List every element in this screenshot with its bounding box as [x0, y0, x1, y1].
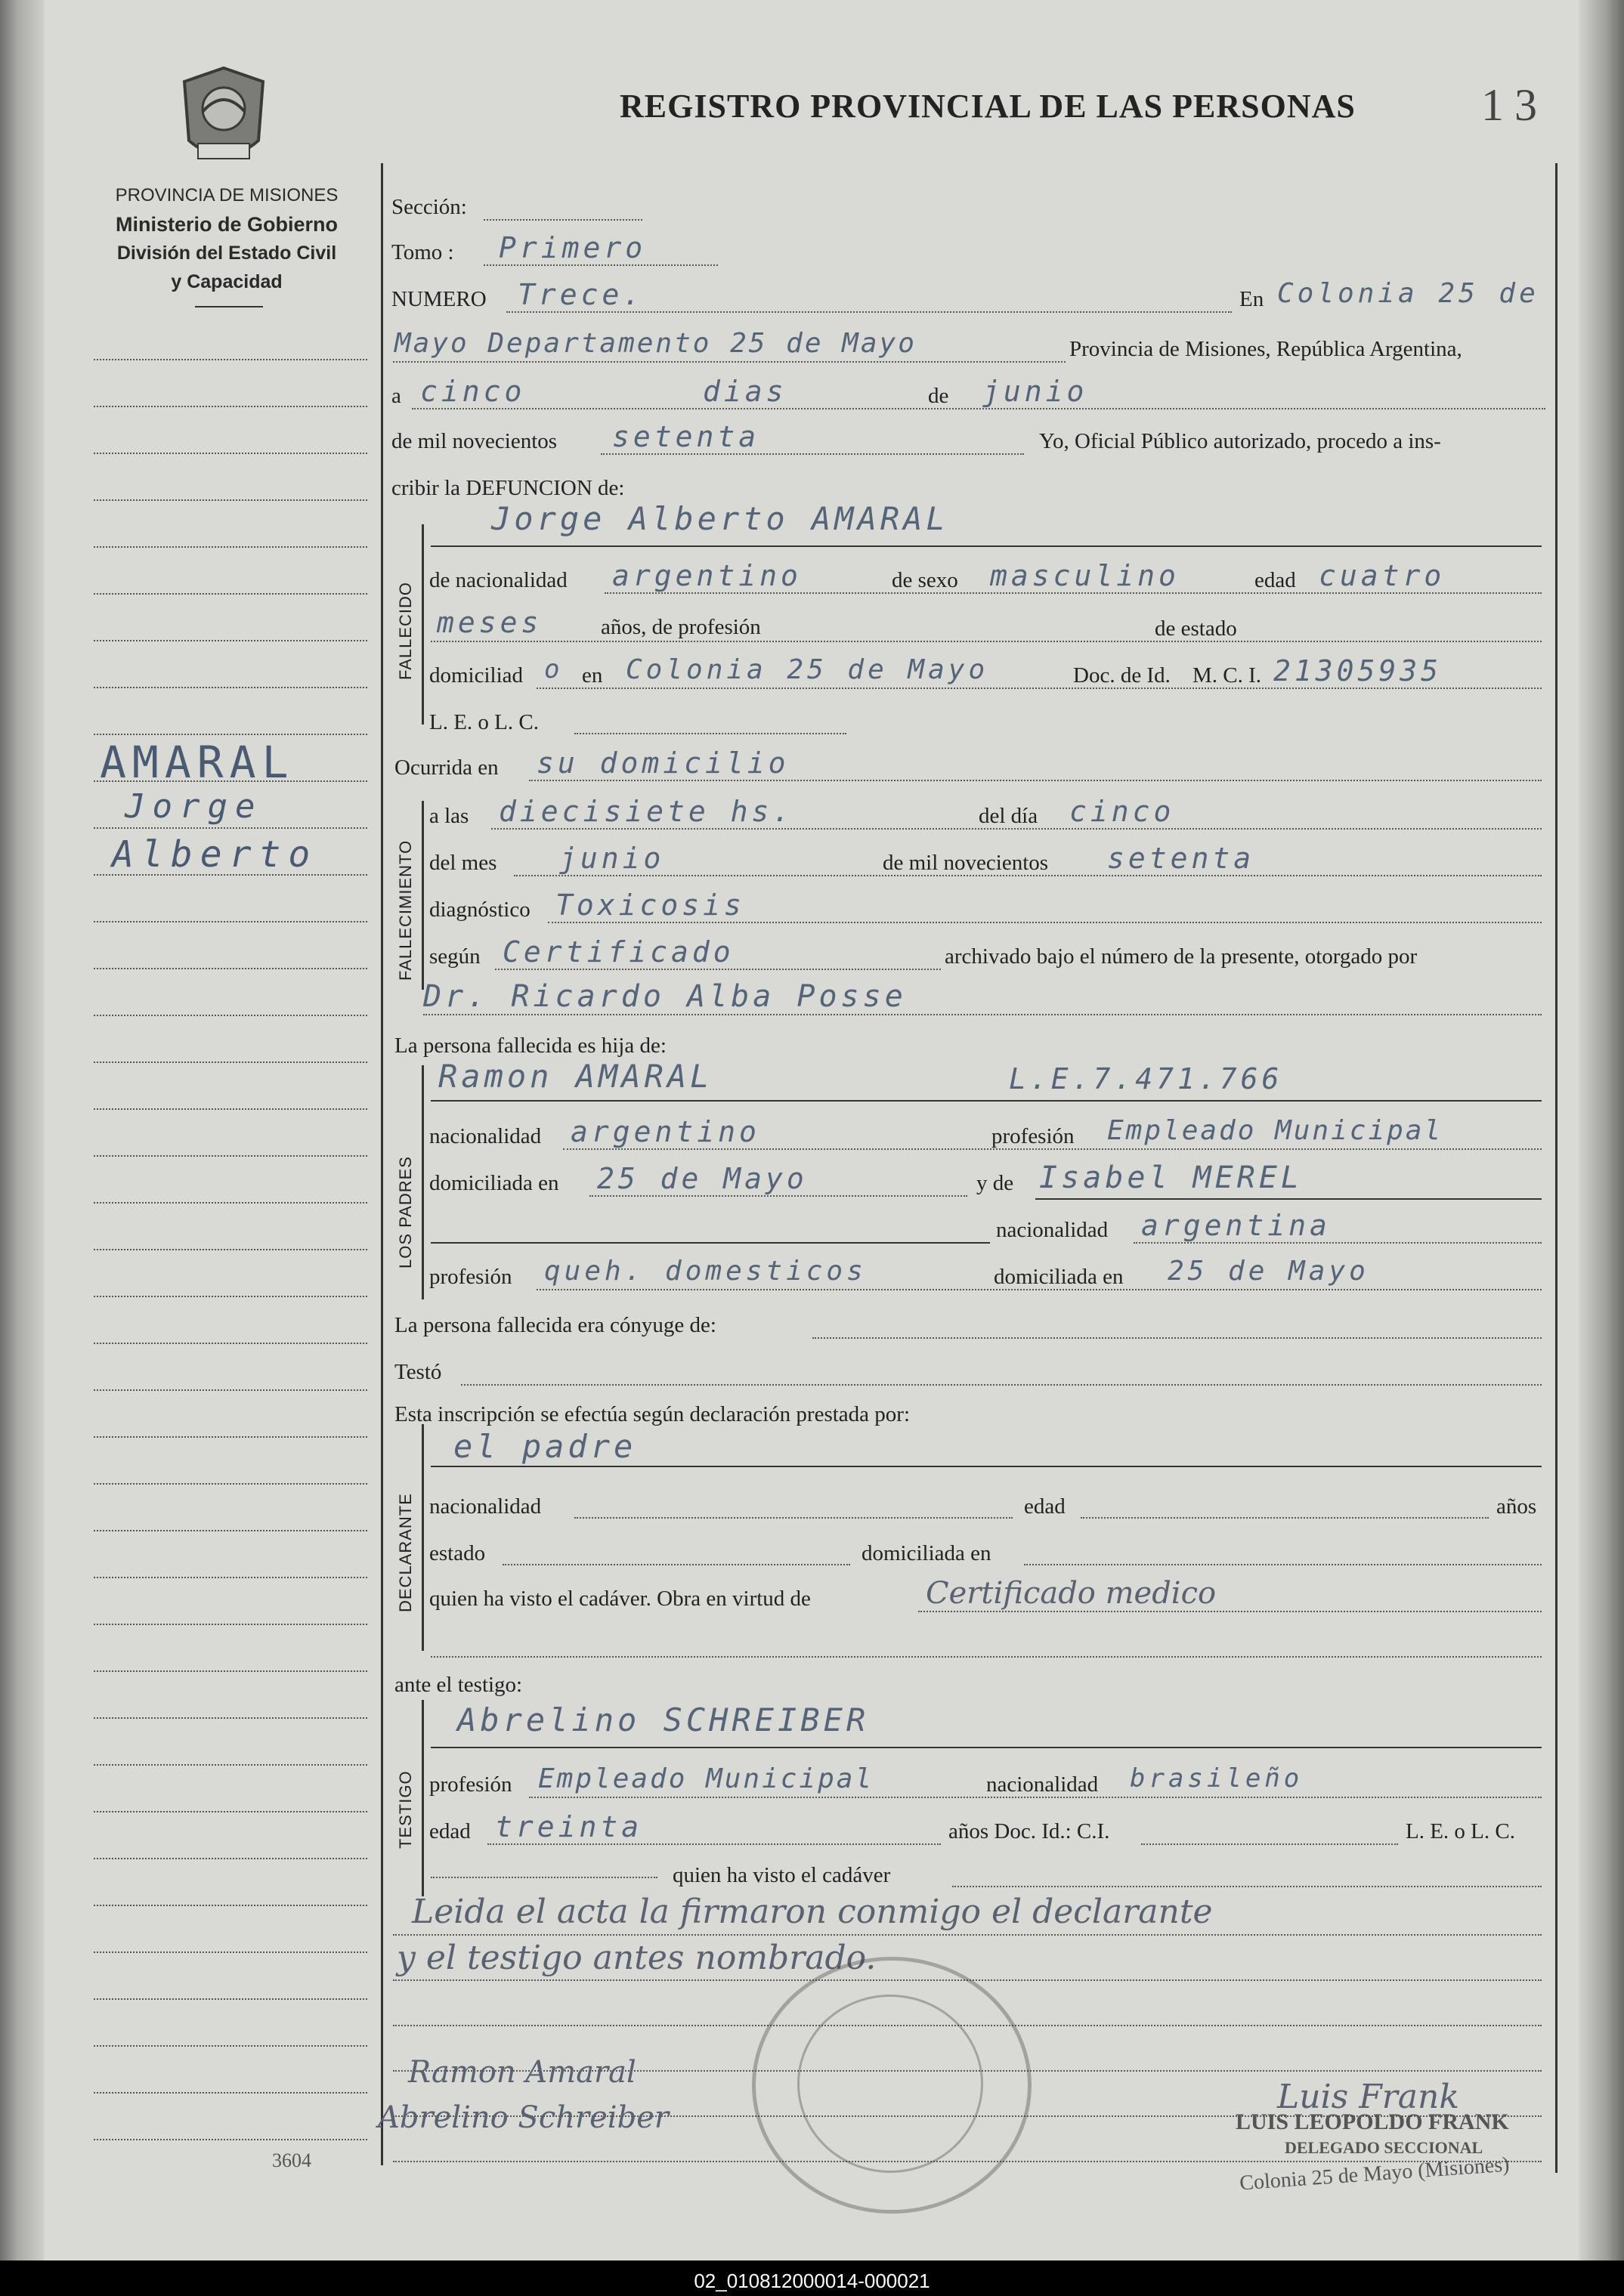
inscripcion-label: Esta inscripción se efectúa según declaración prestada por: [394, 1402, 911, 1426]
hora-value: diecisiete hs. [499, 795, 794, 828]
testigo-bracket [422, 1700, 424, 1896]
margin-rule [94, 640, 367, 641]
anos-label: años, de profesión [601, 615, 761, 639]
testigo-doc-dots [1141, 1843, 1398, 1845]
margin-rule [94, 453, 367, 454]
domicilio-value: Colonia 25 de Mayo [626, 654, 989, 685]
sexo-label: de sexo [892, 568, 958, 592]
padre-dom-label: domiciliada en [429, 1171, 559, 1195]
margin-rule [94, 968, 367, 969]
sexo-value: masculino [990, 559, 1180, 592]
testigo-nac-value: brasileño [1130, 1763, 1304, 1794]
madre-value: Isabel MEREL [1039, 1160, 1303, 1195]
padres-bracket [422, 1065, 424, 1299]
padre-doc: L.E.7.471.766 [1009, 1062, 1283, 1095]
oficial-label: Yo, Oficial Público autorizado, procedo a ins- [1039, 429, 1441, 453]
edad-value-2: meses [437, 606, 543, 639]
section-declarante: DECLARANTE [396, 1493, 415, 1612]
mes-dots [514, 875, 1542, 876]
testigo-edad-dots [487, 1843, 941, 1845]
official-stamp-place: Colonia 25 de Mayo (Misiones) [1239, 2152, 1511, 2196]
mes-value: junio [559, 842, 665, 875]
testigo-prof-dots [529, 1797, 1542, 1798]
declarante-visto-label: quien ha visto el cadáver. Obra en virtud de [429, 1587, 811, 1611]
declarante-rule [431, 1466, 1542, 1467]
declarante-blank-dots [431, 1656, 1542, 1658]
circular-stamp-inner-icon [797, 1995, 983, 2173]
padres-intro-label: La persona fallecida es hija de: [394, 1034, 667, 1058]
margin-rule [94, 687, 367, 688]
ante-testigo-label: ante el testigo: [394, 1673, 523, 1697]
conyuge-label: La persona fallecida era cónyuge de: [394, 1313, 716, 1337]
anio-value: setenta [1107, 842, 1255, 875]
seccion-dots [484, 219, 642, 221]
margin-rule [94, 593, 367, 595]
fallecimiento-bracket [422, 801, 424, 990]
declarante-dom-label: domiciliada en [861, 1541, 991, 1565]
margin-rule [94, 1436, 367, 1438]
image-caption: 02_010812000014-000021 [694, 2270, 930, 2292]
frame-left-rule [381, 163, 383, 2165]
margin-rule [94, 1202, 367, 1204]
margin-rule [94, 1015, 367, 1016]
ocurrida-label: Ocurrida en [394, 756, 499, 780]
closing-text-2: y el testigo antes nombrado. [397, 1939, 877, 1977]
madre-nac-label: nacionalidad [996, 1218, 1109, 1242]
margin-given-name-2: Alberto [112, 833, 318, 876]
archivado-label: archivado bajo el número de la presente, otorgado por [945, 944, 1418, 969]
margin-rule [94, 1670, 367, 1672]
le-dots [574, 733, 846, 734]
section-fallecimiento: FALLECIMIENTO [396, 839, 415, 981]
org-capacity: y Capacidad [171, 271, 283, 292]
madre-dom-value: 25 de Mayo [1168, 1256, 1369, 1287]
margin-given-name-1: Jorge [125, 787, 263, 826]
margin-rule [94, 1296, 367, 1297]
declarante-anos-label: años [1496, 1494, 1537, 1519]
padre-nac-dots [563, 1148, 1542, 1150]
madre-blank-rule [431, 1242, 990, 1244]
declarante-bracket [422, 1424, 424, 1651]
padre-nac-value: argentino [571, 1115, 760, 1148]
margin-rule [94, 1155, 367, 1157]
province-label: Provincia de Misiones, República Argentina, [1069, 337, 1462, 361]
edad-label: edad [1254, 568, 1296, 592]
testigo-signature: Abrelino Schreiber [378, 2100, 669, 2135]
declarante-nac-label: nacionalidad [429, 1494, 542, 1519]
margin-rule [94, 499, 367, 501]
de-label: de [928, 384, 949, 408]
margin-rule [94, 406, 367, 407]
fallecido-nac-value: argentino [612, 559, 802, 592]
dia-value: cinco [1069, 795, 1175, 828]
page-number: 13 [1481, 80, 1548, 130]
testigo-prof-value: Empleado Municipal [538, 1763, 874, 1794]
testo-dots [461, 1384, 1542, 1386]
year-label: de mil novecientos [391, 429, 558, 453]
testigo-visto-label: quien ha visto el cadáver [673, 1863, 891, 1887]
tomo-dots [484, 264, 718, 266]
conyuge-dots [812, 1337, 1542, 1339]
declarante-value: el padre [453, 1428, 637, 1465]
domicilio-en-label: en [582, 663, 603, 688]
official-stamp-role: DELEGADO SECCIONAL [1285, 2138, 1483, 2157]
madre-prof-dots [537, 1289, 1542, 1290]
padre-nac-label: nacionalidad [429, 1124, 542, 1148]
doctor-dots [423, 1014, 1542, 1015]
padre-dom-dots [589, 1195, 967, 1197]
fallecido-nac-label: de nacionalidad [429, 568, 568, 592]
testigo-edad-value: treinta [495, 1810, 643, 1843]
yde-label: y de [976, 1171, 1014, 1195]
margin-rule [94, 1998, 367, 2000]
margin-rule [94, 1249, 367, 1250]
page-title: REGISTRO PROVINCIAL DE LAS PERSONAS [620, 88, 1356, 125]
fallecido-name-rule [431, 545, 1542, 547]
fallecido-nac-dots [605, 592, 1542, 594]
margin-rule [94, 2092, 367, 2094]
cribir-label: cribir la DEFUNCION de: [391, 476, 625, 500]
madre-nac-dots [1134, 1242, 1542, 1244]
margin-rule [94, 827, 367, 829]
margin-rule [94, 734, 367, 735]
declarante-visto-value: Certificado medico [926, 1576, 1217, 1611]
section-testigo: TESTIGO [396, 1770, 415, 1849]
en-value: Colonia 25 de [1277, 278, 1539, 309]
numero-dots [506, 311, 1232, 313]
testigo-nac-label: nacionalidad [986, 1772, 1099, 1797]
margin-rule [94, 1811, 367, 1812]
profesion-dots [431, 641, 1542, 642]
estado-label: de estado [1155, 616, 1237, 641]
day-value: cinco [420, 375, 526, 408]
domicilio-dots [537, 688, 1542, 689]
seccion-label: Sección: [391, 195, 467, 219]
padre-dom-value: 25 de Mayo [597, 1162, 808, 1195]
declarante-estado-dots [503, 1564, 850, 1565]
madre-nac-value: argentina [1141, 1209, 1331, 1242]
declarante-estado-label: estado [429, 1541, 486, 1565]
madre-name-rule [1035, 1198, 1542, 1200]
fallecido-bracket [422, 524, 424, 725]
fallecido-name: Jorge Alberto AMARAL [491, 500, 949, 537]
mes-label: del mes [429, 851, 497, 875]
org-division: División del Estado Civil [116, 243, 337, 264]
declarante-edad-label: edad [1024, 1494, 1066, 1519]
place-value: Mayo Departamento 25 de Mayo [394, 328, 917, 359]
diag-value: Toxicosis [555, 888, 745, 922]
testigo-visto-dots-left [431, 1877, 657, 1878]
margin-rule [94, 1343, 367, 1344]
domicilio-o: o [544, 654, 564, 684]
margin-surname: AMARAL [100, 737, 295, 788]
a-label: a [391, 384, 401, 408]
margin-rule [94, 1061, 367, 1063]
doc-prefix: M. C. I. [1192, 663, 1262, 688]
year-dots [601, 453, 1024, 455]
segun-label: según [429, 944, 481, 969]
testigo-name: Abrelino SCHREIBER [457, 1701, 870, 1738]
diag-dots [548, 922, 1542, 923]
issuing-authority [76, 181, 378, 296]
margin-rule [94, 921, 367, 922]
madre-dom-label: domiciliada en [994, 1265, 1124, 1289]
anio-label: de mil novecientos [883, 851, 1049, 875]
domicilio-label: domiciliad [429, 663, 524, 688]
closing-text-1: Leida el acta la firmaron conmigo el declarante [412, 1893, 1213, 1931]
doctor-value: Dr. Ricardo Alba Posse [423, 979, 907, 1014]
testigo-doc-label: años Doc. Id.: C.I. [948, 1819, 1110, 1843]
margin-rule [94, 1858, 367, 1859]
segun-dots [495, 969, 941, 970]
margin-rule [94, 359, 367, 360]
place-dots [393, 361, 1066, 363]
padre-value: Ramon AMARAL [438, 1058, 713, 1095]
numero-value: Trece. [518, 278, 645, 311]
date-dots [412, 408, 1545, 409]
padre-name-rule [431, 1100, 1542, 1102]
frame-right-rule [1555, 163, 1557, 2173]
ocurrida-dots [529, 780, 1542, 781]
padre-prof-label: profesión [991, 1124, 1075, 1148]
margin-rule [94, 1389, 367, 1391]
dias-label: dias [703, 375, 787, 408]
margin-rule [94, 1764, 367, 1766]
section-fallecido: FALLECIDO [396, 581, 415, 681]
diag-label: diagnóstico [429, 898, 531, 922]
madre-prof-value: queh. domesticos [544, 1256, 867, 1287]
hora-dots [491, 828, 1542, 830]
declarante-dom-dots [1024, 1564, 1542, 1565]
margin-rule [94, 1530, 367, 1531]
margin-rule [94, 1951, 367, 1953]
en-label: En [1239, 287, 1264, 311]
org-ministry: Ministerio de Gobierno [115, 213, 339, 236]
margin-rule [94, 2139, 367, 2140]
doc-label: Doc. de Id. [1073, 663, 1171, 688]
official-signature: Luis Frank [1277, 2078, 1459, 2116]
hora-label: a las [429, 804, 469, 828]
margin-rule [94, 1905, 367, 1906]
tomo-label: Tomo : [391, 240, 454, 264]
provincial-seal-icon [175, 65, 272, 175]
closing-line-1 [393, 1934, 1542, 1936]
dia-label: del día [979, 804, 1038, 828]
tomo-value: Primero [499, 231, 647, 264]
footer-note: 3604 [272, 2149, 311, 2171]
margin-rule [94, 1717, 367, 1719]
org-underline [195, 306, 263, 307]
margin-rule [94, 1483, 367, 1485]
doc-value: 21305935 [1273, 654, 1443, 688]
year-value: setenta [612, 420, 760, 453]
section-padres: LOS PADRES [396, 1156, 415, 1269]
testigo-name-rule [431, 1747, 1542, 1748]
declarante-nac-dots [574, 1517, 1013, 1519]
margin-rule [94, 1108, 367, 1110]
org-province: PROVINCIA DE MISIONES [115, 185, 339, 205]
testigo-le-label: L. E. o L. C. [1406, 1819, 1515, 1843]
margin-rule [94, 546, 367, 548]
madre-prof-label: profesión [429, 1265, 512, 1289]
le-label: L. E. o L. C. [429, 710, 539, 734]
ocurrida-value: su domicilio [537, 746, 790, 780]
testigo-prof-label: profesión [429, 1772, 512, 1797]
numero-label: NUMERO [391, 287, 487, 311]
declarante-edad-dots [1081, 1517, 1489, 1519]
margin-rule [94, 2045, 367, 2047]
testo-label: Testó [394, 1360, 442, 1384]
month-value: junio [982, 375, 1088, 408]
testigo-edad-label: edad [429, 1819, 471, 1843]
declarante-signature: Ramon Amaral [408, 2055, 636, 2090]
testigo-visto-dots [952, 1886, 1542, 1887]
official-stamp-name: LUIS LEOPOLDO FRANK [1236, 2109, 1509, 2134]
margin-rule [94, 1577, 367, 1578]
margin-rule [94, 1624, 367, 1625]
segun-value: Certificado [503, 935, 735, 969]
edad-value: cuatro [1319, 559, 1446, 592]
padre-prof-value: Empleado Municipal [1107, 1115, 1443, 1146]
declarante-visto-dots [918, 1611, 1542, 1612]
